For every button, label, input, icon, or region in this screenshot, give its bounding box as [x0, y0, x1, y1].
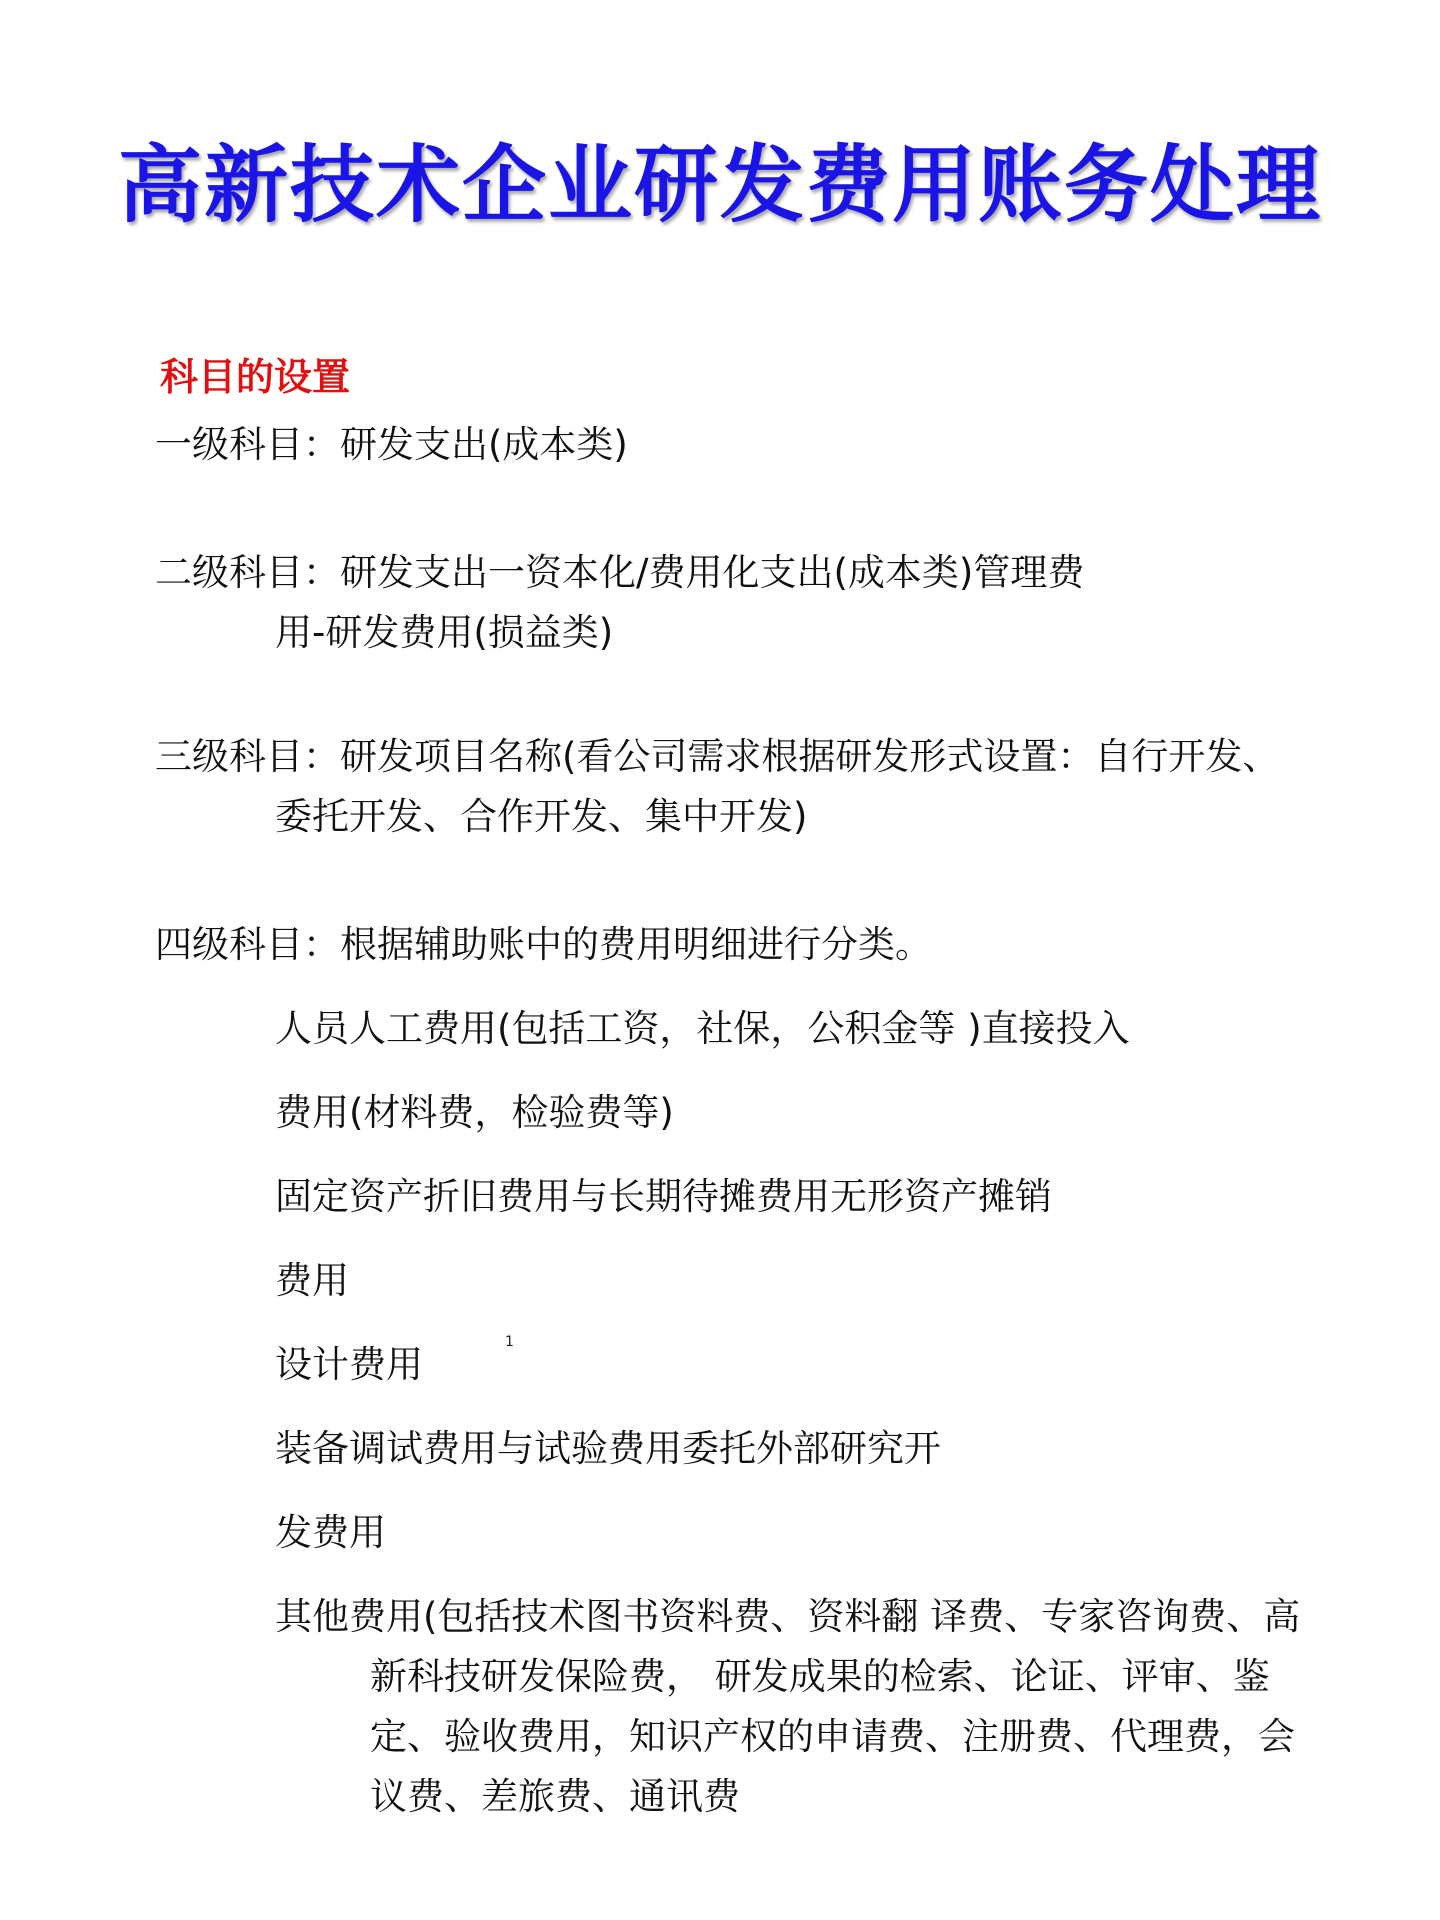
- list-item: 费用: [275, 1259, 349, 1302]
- other-expenses-line2: 新科技研发保险费， 研发成果的检索、论证、评审、鉴: [370, 1655, 1270, 1698]
- level1-line: 一级科目：研发支出(成本类): [155, 423, 628, 466]
- list-item: 设计费用: [275, 1343, 423, 1386]
- level2-line2: 用-研发费用(损益类): [275, 611, 614, 654]
- list-item: 发费用: [275, 1511, 386, 1554]
- level3-line1: 三级科目：研发项目名称(看公司需求根据研发形式设置：自行开发、: [155, 735, 1280, 778]
- level4-line1: 四级科目：根据辅助账中的费用明细进行分类。: [155, 923, 932, 966]
- level2-line1: 二级科目：研发支出一资本化/费用化支出(成本类)管理费: [155, 551, 1085, 594]
- other-expenses-line4: 议费、差旅费、通讯费: [370, 1775, 740, 1818]
- list-item: 人员人工费用(包括工资，社保，公积金等 )直接投入: [275, 1007, 1130, 1050]
- other-expenses-line3: 定、验收费用，知识产权的申请费、注册费、代理费，会: [370, 1715, 1295, 1758]
- list-item: 固定资产折旧费用与长期待摊费用无形资产摊销: [275, 1175, 1052, 1218]
- other-expenses-line1: 其他费用(包括技术图书资料费、资料翻 译费、专家咨询费、高: [275, 1595, 1301, 1638]
- list-item: 费用(材料费，检验费等): [275, 1091, 674, 1134]
- page-title: 高新技术企业研发费用账务处理: [117, 136, 1322, 234]
- level3-line2: 委托开发、合作开发、集中开发): [275, 795, 808, 838]
- footnote-marker: 1: [505, 1334, 514, 1350]
- section-heading: 科目的设置: [160, 355, 351, 399]
- list-item: 装备调试费用与试验费用委托外部研究开: [275, 1427, 941, 1470]
